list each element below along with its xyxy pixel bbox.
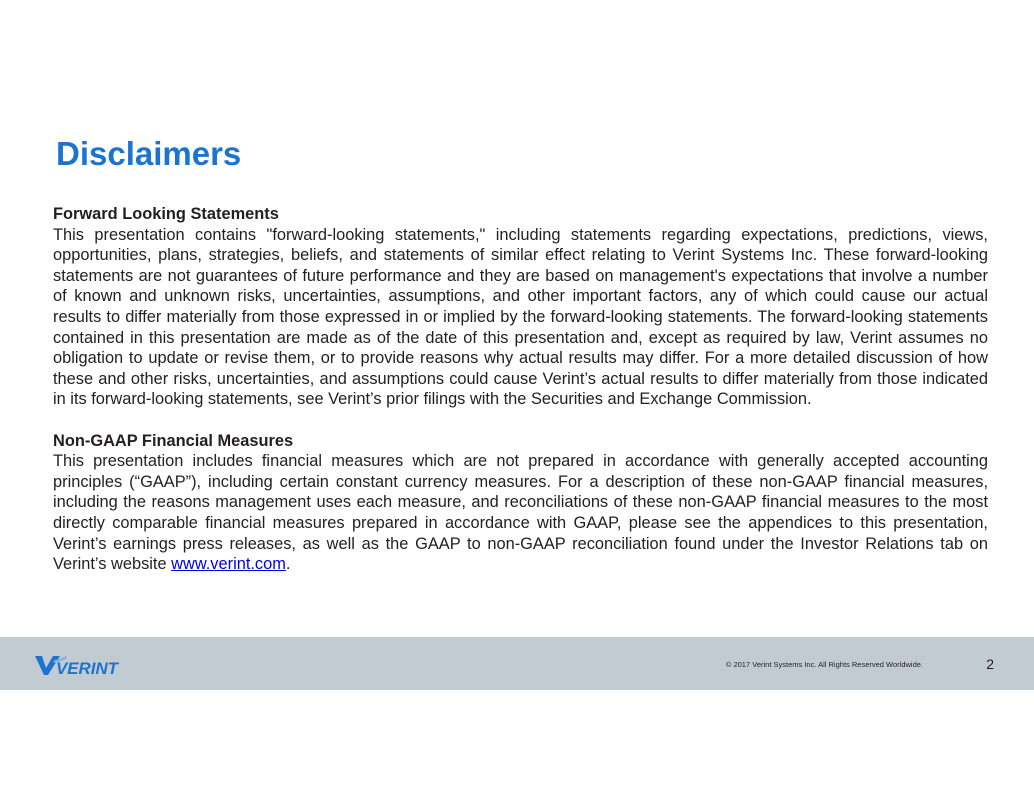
non-gaap-body-text: This presentation includes financial measures which are not prepared in accordance with generally accepted accounting principles (“GAAP”), including certain constant currency measures. For a description of these non-GAAP financial measures, including the reasons management uses each measure, and reconciliations of these non-GAAP financial measures to the most directly comparable financial measures prepared in accordance with GAAP, please see the appendices to this presentation, Verint’s earnings press releases, as well as the GAAP to non-GAAP reconciliation found under the Investor Relations tab on Verint’s website <box>53 452 988 574</box>
disclaimer-content <box>53 204 988 575</box>
logo-wordmark: VERINT <box>56 659 120 677</box>
non-gaap-body-end: . <box>285 555 291 574</box>
forward-looking-body: This presentation contains "forward-looking statements," including statements regarding expectations, predictions, views, opportunities, plans, strategies, beliefs, and statements of similar effect relating to Verint Systems Inc. These forward-looking statements are not guarantees of future performance and they are based on management's expectations that involve a number of known and unknown risks, uncertainties, assumptions, and other important factors, any of which could cause our actual results to differ materially from those expressed in or implied by the forward-looking statements. The forward-looking statements contained in this presentation are made as of the date of this presentation and, except as required by law, Verint assumes no obligation to update or revise them, or to provide reasons why actual results may differ. For a more detailed discussion of how these and other risks, uncertainties, and assumptions could cause Verint’s actual results to differ materially from those indicated in its forward-looking statements, see Verint’s prior filings with the Securities and Exchange Commission. <box>53 225 988 409</box>
page-title: Disclaimers <box>56 135 242 172</box>
forward-looking-heading: Forward Looking Statements <box>53 205 279 223</box>
non-gaap-heading: Non-GAAP Financial Measures <box>53 431 294 450</box>
verint-website-link[interactable]: www.verint.com <box>171 555 286 574</box>
section-spacer <box>53 410 988 431</box>
non-gaap-body <box>53 451 988 575</box>
page-number: 2 <box>986 656 994 672</box>
verint-logo <box>33 653 123 677</box>
copyright-notice: © 2017 Verint Systems Inc. All Rights Reserved Worldwide. <box>725 660 923 669</box>
